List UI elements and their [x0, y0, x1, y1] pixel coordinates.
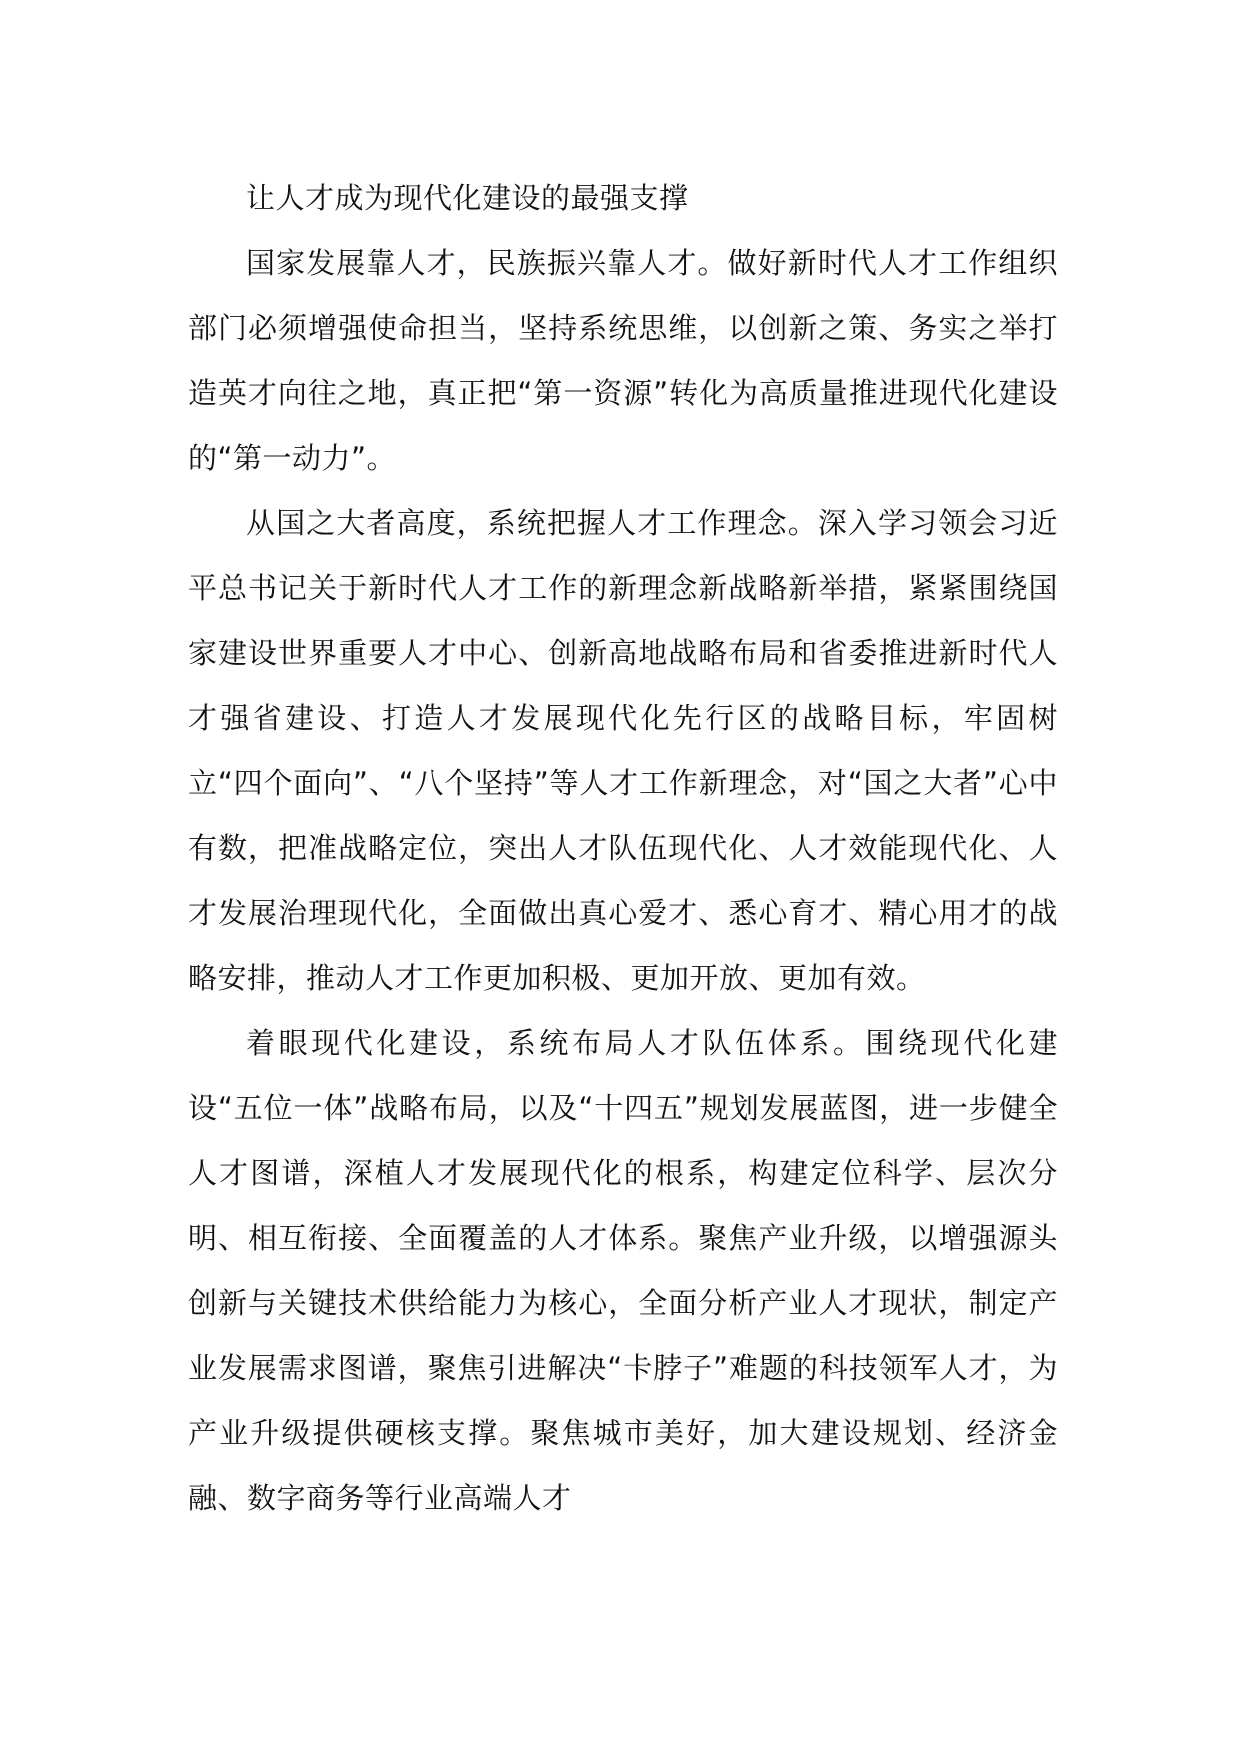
paragraph-3: 着眼现代化建设，系统布局人才队伍体系。围绕现代化建设“五位一体”战略布局，以及“十四五”规划发展蓝图，进一步健全人才图谱，深植人才发展现代化的根系，构建定位科学、层次分明、相互衔接、全面覆盖的人才体系。聚焦产业升级，以增强源头创新与关键技术供给能力为核心，全面分析产业人才现状，制定产业发展需求图谱，聚焦引进解决“卡脖子”难题的科技领军人才，为产业升级提供硬核支撑。聚焦城市美好，加大建设规划、经济金融、数字商务等行业高端人才 [188, 1026, 1058, 1515]
document-title: 让人才成为现代化建设的最强支撑 [246, 181, 689, 215]
paragraph-2: 从国之大者高度，系统把握人才工作理念。深入学习领会习近平总书记关于新时代人才工作的新理念新战略新举措，紧紧围绕国家建设世界重要人才中心、创新高地战略布局和省委推进新时代人才强省建设、打造人才发展现代化先行区的战略目标，牢固树立“四个面向”、“八个坚持”等人才工作新理念，对“国之大者”心中有数，把准战略定位，突出人才队伍现代化、人才效能现代化、人才发展治理现代化，全面做出真心爱才、悉心育才、精心用才的战略安排，推动人才工作更加积极、更加开放、更加有效。 [188, 506, 1058, 995]
document-body [188, 166, 1058, 1531]
paragraph-1: 国家发展靠人才，民族振兴靠人才。做好新时代人才工作组织部门必须增强使命担当，坚持系统思维，以创新之策、务实之举打造英才向往之地，真正把“第一资源”转化为高质量推进现代化建设的“第一动力”。 [188, 246, 1058, 475]
